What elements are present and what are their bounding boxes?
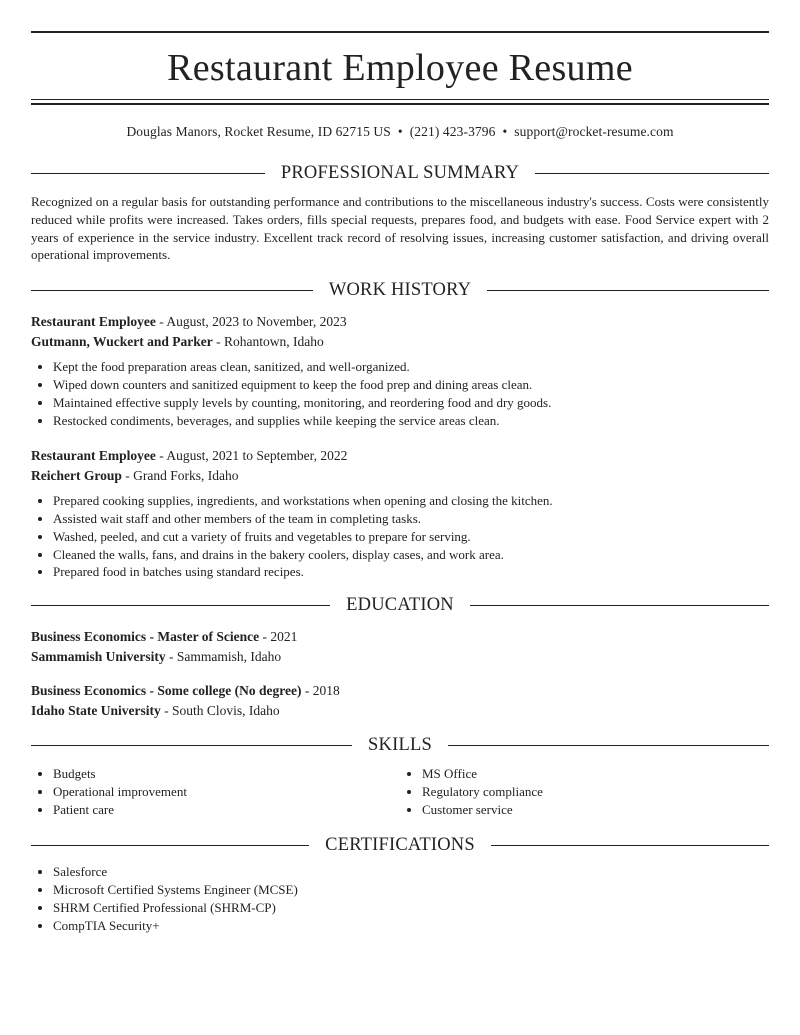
contact-separator: • <box>397 124 403 139</box>
job-duty: • Maintained effective supply levels by counting, monitoring, and reordering food and dry goods. <box>53 394 769 412</box>
job-duty: • Wiped down counters and sanitized equipment to keep the food prep and dining areas clean. <box>53 376 769 394</box>
title-double-rule <box>31 99 769 105</box>
education-entry <box>31 627 769 667</box>
job-duty: • Restocked condiments, beverages, and supplies while keeping the service areas clean. <box>53 412 769 430</box>
education-location: - Sammamish, Idaho <box>165 649 282 665</box>
heading-rule-left <box>31 605 330 606</box>
skill-item: • Customer service <box>422 801 769 819</box>
heading-rule-right <box>487 290 769 291</box>
top-rule <box>31 31 769 33</box>
heading-rule-left <box>31 173 265 174</box>
education-degree-line <box>31 681 769 701</box>
heading-rule-left <box>31 745 352 746</box>
contact-phone: (221) 423-3796 <box>409 124 496 139</box>
skill-item: • Regulatory compliance <box>422 783 769 801</box>
section-heading-summary <box>31 161 769 185</box>
education-location: - South Clovis, Idaho <box>160 703 280 719</box>
certification-item: • SHRM Certified Professional (SHRM-CP) <box>53 899 769 917</box>
skills-columns <box>31 765 769 819</box>
education-school: Sammamish University <box>31 649 166 665</box>
job-title-line <box>31 446 769 466</box>
heading-rule-right <box>470 605 769 606</box>
job-duty: • Kept the food preparation areas clean, sanitized, and well-organized. <box>53 358 769 376</box>
job-duty: • Assisted wait staff and other members of the team in completing tasks. <box>53 510 769 528</box>
job-company-line <box>31 466 769 486</box>
section-title-education: EDUCATION <box>346 594 454 615</box>
job-position: Restaurant Employee <box>31 447 156 463</box>
heading-rule-right <box>448 745 769 746</box>
education-year: - 2021 <box>259 629 298 645</box>
education-degree: Business Economics - Master of Science <box>31 629 260 645</box>
education-degree: Business Economics - Some college (No degree) <box>31 683 302 699</box>
heading-rule-right <box>535 173 769 174</box>
skill-item: • Patient care <box>53 801 400 819</box>
certifications-list <box>31 863 769 935</box>
job-location: - Rohantown, Idaho <box>212 334 324 350</box>
job-entry <box>31 312 769 430</box>
education-entry <box>31 681 769 721</box>
job-duty: • Prepared cooking supplies, ingredients, and workstations when opening and closing the kitchen. <box>53 492 769 510</box>
job-duties-list <box>31 358 769 430</box>
section-title-work-history: WORK HISTORY <box>328 279 472 300</box>
certification-item: • Salesforce <box>53 863 769 881</box>
section-heading-work-history <box>31 278 769 302</box>
certification-item: • Microsoft Certified Systems Engineer (MCSE) <box>53 881 769 899</box>
skill-item: • Operational improvement <box>53 783 400 801</box>
skill-item: • Budgets <box>53 765 400 783</box>
skills-list-right <box>400 765 769 819</box>
job-location: - Grand Forks, Idaho <box>121 467 239 483</box>
job-title-line <box>31 312 769 332</box>
section-title-summary: PROFESSIONAL SUMMARY <box>280 162 520 183</box>
job-duties-list <box>31 492 769 582</box>
job-dates: - August, 2023 to November, 2023 <box>155 314 347 330</box>
certification-item: • CompTIA Security+ <box>53 917 769 935</box>
contact-line <box>31 123 769 141</box>
summary-paragraph: Recognized on a regular basis for outstanding performance and contributions to the miscellaneous industry's success. Costs were consistently reduced while profits were increased. Takes orders, fills special requests, prepares food, and budgets with ease. Food Service expert with 2 years of experience in the service industry. Excellent track record of resolving issues, increasing customer satisfaction, and driving overall operational improvements. <box>31 194 769 263</box>
skill-item: • MS Office <box>422 765 769 783</box>
contact-address: Douglas Manors, Rocket Resume, ID 62715 US <box>126 124 391 139</box>
section-heading-certifications <box>31 833 769 857</box>
heading-rule-right <box>491 845 769 846</box>
section-heading-education <box>31 593 769 617</box>
education-school-line <box>31 701 769 721</box>
job-duty: • Washed, peeled, and cut a variety of fruits and vegetables to prepare for serving. <box>53 528 769 546</box>
job-entry <box>31 446 769 582</box>
job-dates: - August, 2021 to September, 2022 <box>155 447 348 463</box>
section-title-skills: SKILLS <box>368 734 432 755</box>
education-degree-line <box>31 627 769 647</box>
section-title-certifications: CERTIFICATIONS <box>325 834 475 855</box>
resume-title: Restaurant Employee Resume <box>167 47 633 89</box>
education-school-line <box>31 647 769 667</box>
section-heading-skills <box>31 733 769 757</box>
heading-rule-left <box>31 845 309 846</box>
contact-email: support@rocket-resume.com <box>514 124 674 139</box>
job-position: Restaurant Employee <box>31 314 156 330</box>
skills-list-left <box>31 765 400 819</box>
contact-separator: • <box>502 124 508 139</box>
heading-rule-left <box>31 290 313 291</box>
job-duty: • Cleaned the walls, fans, and drains in the bakery coolers, display cases, and work area. <box>53 546 769 564</box>
job-duty: • Prepared food in batches using standard recipes. <box>53 563 769 581</box>
job-company-line <box>31 332 769 352</box>
education-year: - 2018 <box>301 683 340 699</box>
education-school: Idaho State University <box>31 703 161 719</box>
job-company: Gutmann, Wuckert and Parker <box>31 334 213 350</box>
job-company: Reichert Group <box>31 467 122 483</box>
resume-page <box>31 0 769 935</box>
